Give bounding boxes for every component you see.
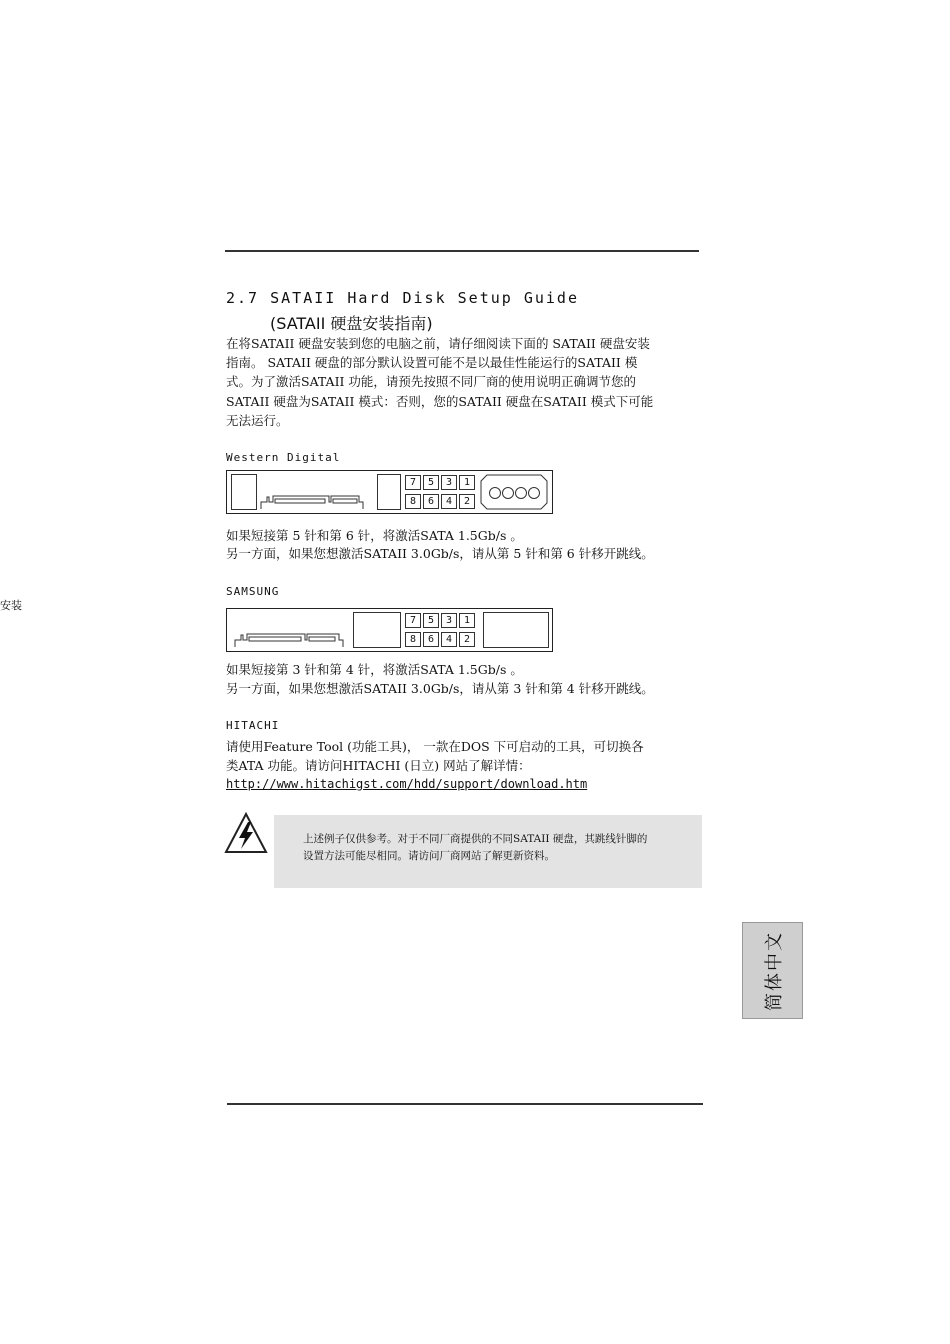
samsung-pin: 1 bbox=[459, 613, 475, 628]
sata-data-connector-icon bbox=[233, 632, 347, 648]
bottom-rule bbox=[227, 1103, 703, 1105]
intro-line: SATAII 硬盘为SATAII 模式：否则，您的SATAII 硬盘在SATAII 模式下可能 bbox=[226, 394, 654, 409]
note-box bbox=[274, 815, 702, 888]
wd-heading: Western Digital bbox=[226, 451, 341, 464]
intro-line: 无法运行。 bbox=[226, 413, 289, 428]
hitachi-heading: HITACHI bbox=[226, 719, 280, 732]
wd-pin: 8 bbox=[405, 494, 421, 509]
molex-power-connector-icon bbox=[479, 473, 549, 511]
samsung-line2: 另一方面，如果您想激活SATAII 3.0Gb/s，请从第 3 针和第 4 针移开跳线。 bbox=[226, 681, 654, 696]
margin-fragment: 安装 bbox=[0, 599, 22, 612]
language-side-tab bbox=[742, 922, 803, 1019]
samsung-heading: SAMSUNG bbox=[226, 585, 280, 598]
hitachi-line2: 类ATA 功能。请访问HITACHI (日立) 网站了解详情： bbox=[226, 758, 531, 773]
wd-left-block bbox=[231, 474, 257, 510]
intro-line: 式。为了激活SATAII 功能，请预先按照不同厂商的使用说明正确调节您的 bbox=[226, 374, 636, 389]
wd-line1: 如果短接第 5 针和第 6 针，将激活SATA 1.5Gb/s 。 bbox=[226, 528, 523, 543]
hitachi-line1: 请使用Feature Tool (功能工具)， 一款在DOS 下可启动的工具，可切换各 bbox=[226, 739, 644, 754]
samsung-pin: 8 bbox=[405, 632, 421, 647]
samsung-pin: 3 bbox=[441, 613, 457, 628]
samsung-spacer-block bbox=[353, 612, 401, 648]
wd-pin: 4 bbox=[441, 494, 457, 509]
samsung-pin: 2 bbox=[459, 632, 475, 647]
note-line1: 上述例子仅供参考。对于不同厂商提供的不同SATAII 硬盘，其跳线针脚的 bbox=[303, 833, 648, 845]
wd-drive-diagram bbox=[226, 470, 553, 514]
intro-line: 指南。 SATAII 硬盘的部分默认设置可能不是以最佳性能运行的SATAII 模 bbox=[226, 355, 638, 370]
wd-pin: 3 bbox=[441, 475, 457, 490]
samsung-pin: 7 bbox=[405, 613, 421, 628]
samsung-pin: 6 bbox=[423, 632, 439, 647]
wd-pin: 2 bbox=[459, 494, 475, 509]
hitachi-download-link[interactable]: http://www.hitachigst.com/hdd/support/download.htm bbox=[226, 777, 588, 791]
warning-lightning-icon bbox=[224, 812, 268, 854]
sata-data-connector-icon bbox=[259, 494, 367, 510]
language-side-tab-label: 简体中文 bbox=[763, 930, 785, 1011]
samsung-pin: 5 bbox=[423, 613, 439, 628]
wd-spacer-block bbox=[377, 474, 401, 510]
intro-line: 在将SATAII 硬盘安装到您的电脑之前，请仔细阅读下面的 SATAII 硬盘安装 bbox=[226, 336, 650, 351]
wd-pin: 1 bbox=[459, 475, 475, 490]
samsung-pin: 4 bbox=[441, 632, 457, 647]
wd-pin: 7 bbox=[405, 475, 421, 490]
top-rule bbox=[225, 250, 699, 252]
samsung-drive-diagram bbox=[226, 608, 553, 652]
wd-line2: 另一方面，如果您想激活SATAII 3.0Gb/s，请从第 5 针和第 6 针移开跳线。 bbox=[226, 546, 654, 561]
wd-pin: 5 bbox=[423, 475, 439, 490]
note-line2: 设置方法可能尽相同。请访问厂商网站了解更新资料。 bbox=[303, 850, 555, 862]
samsung-power-block bbox=[483, 612, 549, 648]
wd-pin: 6 bbox=[423, 494, 439, 509]
samsung-line1: 如果短接第 3 针和第 4 针，将激活SATA 1.5Gb/s 。 bbox=[226, 662, 523, 677]
section-title: 2.7 SATAII Hard Disk Setup Guide bbox=[226, 289, 579, 307]
section-subtitle: (SATAII 硬盘安装指南) bbox=[270, 314, 433, 333]
